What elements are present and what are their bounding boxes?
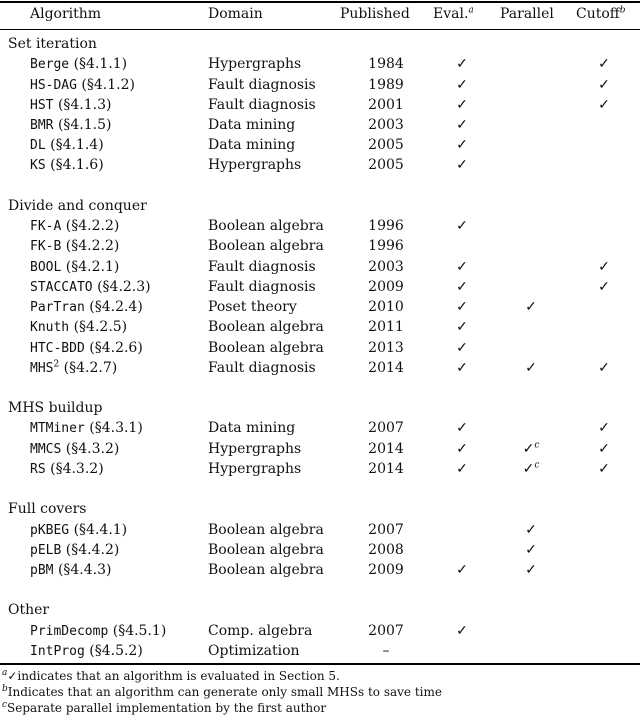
table-row: [0, 115, 640, 135]
cutoff-check-icon: [578, 75, 630, 95]
table-header: [0, 4, 640, 24]
table-row: [0, 297, 640, 317]
algorithm-cell: [30, 439, 119, 460]
eval-check-icon: [440, 297, 484, 317]
domain-cell: Fault diagnosis: [208, 359, 316, 376]
algorithm-cell: [30, 540, 119, 561]
published-cell: 2007: [368, 521, 404, 538]
check-mark: ✓: [598, 359, 610, 376]
footnote-mark: b: [2, 684, 8, 694]
published-cell: 2009: [368, 278, 404, 295]
bottom-rule: [0, 663, 640, 665]
domain-cell: Data mining: [208, 420, 296, 437]
algorithm-name: STACCATO: [30, 279, 93, 295]
check-mark: ✓: [456, 460, 468, 477]
eval-check-icon: [440, 155, 484, 175]
table-row: [0, 75, 640, 95]
check-mark: ✓: [456, 258, 468, 275]
algorithm-cell: [30, 95, 111, 116]
domain-cell: Hypergraphs: [208, 440, 302, 457]
check-mark: ✓: [598, 278, 610, 295]
eval-check-icon: [440, 439, 484, 459]
domain-cell: Boolean algebra: [208, 238, 324, 255]
check-mark: ✓: [456, 157, 468, 174]
footnote: [2, 700, 326, 716]
check-mark: ✓: [456, 56, 468, 73]
check-mark: ✓: [525, 541, 537, 558]
check-mark: ✓: [598, 460, 610, 477]
algorithm-cell: [30, 560, 111, 581]
algorithm-name: Knuth: [30, 320, 70, 336]
cutoff-check-icon: [578, 459, 630, 479]
published-cell: 2014: [368, 460, 404, 477]
check-mark: ✓: [456, 278, 468, 295]
group-title: Set iteration: [8, 36, 97, 52]
table-row: [0, 641, 640, 661]
algorithm-cell: [30, 317, 127, 338]
domain-cell: Optimization: [208, 642, 300, 659]
algorithm-name: pBM: [30, 563, 54, 578]
cutoff-check-icon: [578, 418, 630, 438]
algorithm-cell: [30, 75, 135, 96]
eval-check-icon: [440, 560, 484, 580]
published-cell: 2003: [368, 116, 404, 133]
cutoff-check-icon: [578, 358, 630, 378]
footnote-text: Indicates that an algorithm can generate only small MHSs to save time: [7, 685, 442, 699]
section-ref: (§4.2.2): [65, 238, 120, 255]
header-algorithm: Algorithm: [30, 6, 102, 22]
published-cell: 2007: [368, 420, 404, 437]
section-ref: (§4.4.3): [57, 562, 112, 578]
check-mark: ✓: [456, 299, 468, 315]
algorithm-cell: [30, 459, 104, 480]
published-cell: 1996: [368, 218, 404, 235]
published-cell: 2010: [368, 299, 404, 315]
domain-cell: Hypergraphs: [208, 56, 302, 73]
header-eval: [433, 4, 474, 24]
check-mark: ✓: [522, 440, 535, 457]
table-row: [0, 338, 640, 358]
algorithm-cell: [30, 216, 119, 237]
section-ref: (§4.2.2): [65, 218, 120, 235]
check-mark: ✓: [456, 359, 468, 376]
published-cell: 2007: [368, 622, 404, 639]
table-row: [0, 95, 640, 115]
domain-cell: Fault diagnosis: [208, 96, 316, 113]
algorithm-name: HST: [30, 97, 54, 113]
table-row: [0, 439, 640, 459]
check-mark: ✓: [456, 319, 468, 336]
eval-check-icon: [440, 257, 484, 277]
algorithm-cell: [30, 257, 119, 278]
table-row: [0, 54, 640, 74]
group-heading: [0, 499, 640, 519]
check-mark: ✓: [456, 96, 468, 113]
algorithm-name: BOOL: [30, 259, 62, 275]
eval-check-icon: [440, 135, 484, 155]
algorithm-name: KS: [30, 158, 46, 174]
parallel-check-icon: [505, 540, 557, 560]
group-title: Divide and conquer: [8, 197, 147, 214]
group-heading: [0, 600, 640, 620]
group-heading: [0, 196, 640, 216]
table-row: [0, 135, 640, 155]
name-superscript: 2: [53, 359, 60, 370]
footnote-mark: b: [619, 5, 626, 16]
section-ref: (§4.3.2): [65, 440, 120, 457]
table-row: [0, 540, 640, 560]
section-ref: (§4.1.5): [57, 116, 112, 133]
check-mark: ✓: [525, 521, 537, 538]
domain-cell: Fault diagnosis: [208, 76, 316, 93]
section-ref: (§4.2.3): [97, 278, 151, 295]
check-mark: ✓: [598, 440, 610, 457]
published-cell: 2001: [368, 96, 404, 113]
algorithm-cell: [30, 520, 127, 541]
check-mark: ✓: [456, 562, 468, 578]
domain-cell: Data mining: [208, 116, 296, 133]
section-ref: (§4.4.2): [65, 541, 120, 558]
domain-cell: Data mining: [208, 137, 296, 154]
group-title: MHS buildup: [8, 400, 103, 417]
algorithm-cell: [30, 54, 127, 75]
published-cell: 2014: [368, 440, 404, 457]
algorithm-name: MTMiner: [30, 421, 85, 437]
published-cell: 2005: [368, 157, 404, 174]
algorithm-cell: [30, 115, 111, 136]
check-mark: ✓: [456, 420, 468, 437]
check-mark: ✓: [598, 258, 610, 275]
eval-check-icon: [440, 317, 484, 337]
algorithm-cell: [30, 297, 143, 318]
eval-check-icon: [440, 338, 484, 358]
table-row: [0, 317, 640, 337]
published-cell: 1996: [368, 238, 404, 255]
check-mark: ✓: [598, 76, 610, 93]
check-mark: ✓: [598, 56, 610, 73]
algorithm-name: MHS: [30, 360, 54, 376]
cutoff-check-icon: [578, 277, 630, 297]
algorithm-name: IntProg: [30, 643, 85, 659]
algorithm-name: RS: [30, 461, 46, 477]
footnote-mark: c: [534, 460, 540, 471]
footnote-mark: a: [2, 668, 8, 678]
section-ref: (§4.2.1): [65, 258, 120, 275]
check-mark: ✓: [456, 76, 468, 93]
section-ref: (§4.5.1): [112, 622, 167, 639]
eval-check-icon: [440, 277, 484, 297]
eval-check-icon: [440, 358, 484, 378]
check-mark: ✓: [525, 359, 537, 376]
check-mark: ✓: [456, 116, 468, 133]
parallel-check-icon: [505, 459, 557, 479]
algorithm-cell: [30, 155, 104, 176]
domain-cell: Fault diagnosis: [208, 258, 316, 275]
parallel-check-icon: [505, 439, 557, 459]
check-mark: ✓: [456, 440, 468, 457]
group-heading: [0, 34, 640, 54]
header-published: Published: [340, 6, 410, 22]
algorithm-name: HTC-BDD: [30, 340, 85, 356]
footnote-mark: c: [2, 700, 8, 710]
domain-cell: Fault diagnosis: [208, 278, 316, 295]
check-mark: ✓: [522, 460, 535, 477]
section-ref: (§4.4.1): [73, 521, 128, 538]
check-mark: ✓: [525, 299, 537, 315]
group-heading: [0, 398, 640, 418]
algorithm-name: HS-DAG: [30, 77, 77, 93]
algorithm-name: DL: [30, 138, 46, 154]
domain-cell: Boolean algebra: [208, 562, 324, 578]
algorithm-cell: [30, 621, 166, 642]
published-cell: 1989: [368, 76, 404, 93]
published-cell: 2011: [368, 319, 404, 336]
parallel-check-icon: [505, 520, 557, 540]
section-ref: (§4.1.1): [73, 56, 128, 73]
table-row: [0, 418, 640, 438]
check-mark: ✓: [598, 96, 610, 113]
algorithm-name: pELB: [30, 542, 62, 558]
eval-check-icon: [440, 75, 484, 95]
table-row: [0, 560, 640, 580]
cutoff-check-icon: [578, 54, 630, 74]
eval-check-icon: [440, 54, 484, 74]
check-mark: ✓: [456, 339, 468, 356]
section-ref: (§4.1.6): [50, 157, 104, 174]
algorithm-name: PrimDecomp: [30, 623, 109, 639]
eval-check-icon: [440, 418, 484, 438]
footnote-text: Separate parallel implementation by the first author: [7, 701, 327, 715]
domain-cell: Poset theory: [208, 299, 297, 315]
header-domain: Domain: [208, 6, 263, 22]
table-row: [0, 155, 640, 175]
algorithm-cell: [30, 418, 143, 439]
table-row: [0, 520, 640, 540]
cutoff-check-icon: [578, 257, 630, 277]
domain-cell: Boolean algebra: [208, 339, 324, 356]
eval-check-icon: [440, 216, 484, 236]
published-cell: 2013: [368, 339, 404, 356]
check-mark: ✓: [456, 622, 468, 639]
published-cell: 2003: [368, 258, 404, 275]
algorithm-cell: [30, 135, 104, 156]
domain-cell: Boolean algebra: [208, 521, 324, 538]
published-cell: 2005: [368, 137, 404, 154]
table-row: [0, 621, 640, 641]
header-parallel: Parallel: [500, 6, 554, 22]
header-cutoff: [576, 4, 626, 24]
top-rule: [0, 1, 640, 3]
domain-cell: Hypergraphs: [208, 460, 302, 477]
domain-cell: Boolean algebra: [208, 541, 324, 558]
footnote-mark: a: [468, 5, 474, 16]
domain-cell: Boolean algebra: [208, 319, 324, 336]
section-ref: (§4.3.2): [50, 460, 104, 477]
check-mark: ✓: [456, 137, 468, 154]
section-ref: (§4.1.4): [50, 137, 104, 154]
group-title: Full covers: [8, 501, 87, 518]
footnote: [2, 684, 442, 700]
section-ref: (§4.3.1): [89, 420, 143, 437]
published-cell: 1984: [368, 56, 404, 73]
published-cell: 2009: [368, 562, 404, 578]
published-cell: 2008: [368, 541, 404, 558]
header-rule: [0, 29, 640, 30]
algorithm-cell: [30, 358, 117, 379]
eval-check-icon: [440, 115, 484, 135]
eval-check-icon: [440, 621, 484, 641]
check-mark: ✓: [598, 420, 610, 437]
eval-check-icon: [440, 459, 484, 479]
section-ref: (§4.5.2): [89, 642, 143, 659]
parallel-check-icon: [505, 297, 557, 317]
section-ref: (§4.2.4): [89, 299, 143, 315]
check-mark: ✓: [525, 562, 537, 578]
published-cell: 2014: [368, 359, 404, 376]
domain-cell: Hypergraphs: [208, 157, 302, 174]
section-ref: (§4.2.7): [63, 359, 118, 376]
algorithm-cell: [30, 338, 143, 359]
domain-cell: Boolean algebra: [208, 218, 324, 235]
table-row: [0, 277, 640, 297]
table-row: [0, 236, 640, 256]
cutoff-check-icon: [578, 95, 630, 115]
table-row: [0, 216, 640, 236]
algorithm-name: ParTran: [30, 300, 85, 315]
algorithm-name: FK-B: [30, 239, 62, 255]
algorithm-name: BMR: [30, 117, 54, 133]
footnote-text: ✓indicates that an algorithm is evaluated in Section 5.: [7, 669, 340, 683]
section-ref: (§4.2.6): [89, 339, 143, 356]
parallel-check-icon: [505, 358, 557, 378]
eval-check-icon: [440, 95, 484, 115]
domain-cell: Comp. algebra: [208, 622, 313, 639]
cutoff-check-icon: [578, 439, 630, 459]
table-row: [0, 459, 640, 479]
table-row: [0, 358, 640, 378]
header-eval-label: Eval.: [433, 6, 469, 22]
algorithm-name: Berge: [30, 57, 70, 73]
header-cutoff-label: Cutoff: [576, 6, 620, 22]
section-ref: (§4.1.2): [81, 76, 135, 93]
parallel-check-icon: [505, 560, 557, 580]
table-row: [0, 257, 640, 277]
algorithm-cell: [30, 641, 143, 662]
check-mark: ✓: [456, 218, 468, 235]
footnote-mark: c: [534, 439, 540, 450]
published-cell: –: [382, 642, 390, 659]
algorithm-cell: [30, 277, 151, 298]
section-ref: (§4.1.3): [57, 96, 112, 113]
algorithm-name: MMCS: [30, 441, 62, 457]
algorithm-cell: [30, 236, 119, 257]
footnote: [2, 668, 340, 684]
group-title: Other: [8, 602, 50, 619]
section-ref: (§4.2.5): [73, 319, 128, 336]
algorithm-name: FK-A: [30, 219, 62, 235]
algorithm-name: pKBEG: [30, 522, 70, 538]
